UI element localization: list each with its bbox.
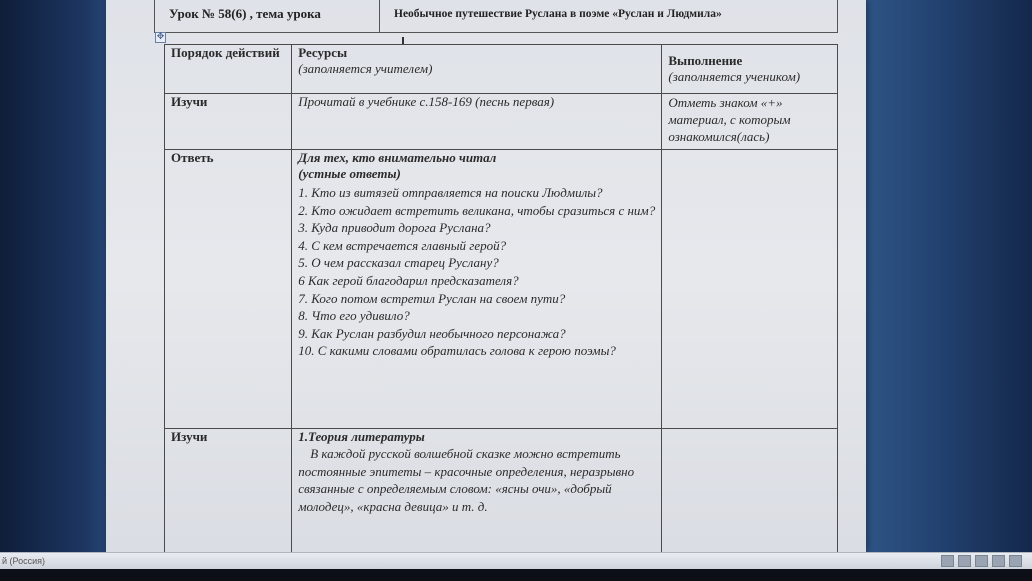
- questions-subtitle: (устные ответы): [298, 166, 401, 181]
- list-item: 1. Кто из витязей отправляется на поиски Людмилы?: [298, 185, 603, 200]
- header-cell-execution[interactable]: [662, 45, 838, 94]
- lesson-header-table: [154, 0, 838, 33]
- step-cell[interactable]: [165, 94, 292, 150]
- list-item: 2. Кто ожидает встретить великана, чтобы сразиться с ним?: [298, 202, 656, 218]
- tray-icon[interactable]: [992, 555, 1005, 567]
- resource-cell[interactable]: [292, 429, 662, 555]
- system-tray: [941, 555, 1022, 567]
- questions-title: Для тех, кто внимательно читал: [298, 150, 497, 165]
- step-cell[interactable]: [165, 429, 292, 555]
- header-execution-note: (заполняется учеником): [668, 69, 801, 84]
- header-resources-note: (заполняется учителем): [298, 61, 433, 76]
- screen-left-background: [0, 0, 118, 552]
- list-item: 8. Что его удивило?: [298, 308, 410, 324]
- tray-icon[interactable]: [941, 555, 954, 567]
- table-row: [165, 429, 838, 555]
- execution-cell[interactable]: [662, 94, 838, 150]
- resource-text: Прочитай в учебнике с.158-169 (песнь первая): [298, 94, 555, 109]
- tray-icon[interactable]: [975, 555, 988, 567]
- list-item: 10. С какими словами обратилась голова к герою поэмы?: [298, 343, 616, 359]
- step-label: Изучи: [171, 94, 208, 109]
- lesson-plan-table[interactable]: [164, 44, 838, 555]
- resource-cell[interactable]: [292, 94, 662, 150]
- step-label: Изучи: [171, 429, 208, 444]
- execution-text: Отметь знаком «+» материал, с которым ознакомился(лась): [668, 95, 791, 144]
- language-indicator[interactable]: й (Россия): [2, 556, 46, 566]
- list-item: 6 Как герой благодарил предсказателя?: [298, 272, 519, 288]
- monitor-bezel-bottom: [0, 569, 1032, 581]
- table-move-handle-icon[interactable]: ✥: [156, 32, 165, 42]
- theory-title: 1.Теория литературы: [298, 429, 425, 444]
- table-row: [165, 94, 838, 150]
- lesson-number-label: Урок № 58(6) , тема урока: [155, 0, 380, 32]
- resource-cell[interactable]: [292, 150, 662, 429]
- text-cursor: [402, 37, 404, 44]
- list-item: 5. О чем рассказал старец Руслану?: [298, 255, 499, 271]
- list-item: 7. Кого потом встретил Руслан на своем пути?: [298, 290, 566, 306]
- status-bar: [0, 552, 1032, 569]
- theory-text: В каждой русской волшебной сказке можно встретить постоянные эпитеты – красочные определения, неразрывно связанные с определяемым словом: «ясны очи», «добрый молодец», «красна девица» и т. д.: [298, 446, 635, 514]
- step-label: Ответь: [171, 150, 214, 165]
- list-item: 3. Куда приводит дорога Руслана?: [298, 220, 491, 236]
- lesson-topic: Необычное путешествие Руслана в поэме «Руслан и Людмила»: [394, 8, 722, 20]
- execution-cell[interactable]: [662, 429, 838, 555]
- tray-icon[interactable]: [958, 555, 971, 567]
- question-list: [298, 184, 655, 360]
- header-cell-order[interactable]: [165, 45, 292, 94]
- header-execution-title: Выполнение: [668, 53, 743, 68]
- table-row: [165, 150, 838, 429]
- header-cell-resources[interactable]: [292, 45, 662, 94]
- table-header-row: [165, 45, 838, 94]
- execution-cell[interactable]: [662, 150, 838, 429]
- list-item: 9. Как Руслан разбудил необычного персонажа?: [298, 325, 566, 341]
- screen-right-background: [862, 0, 1032, 552]
- step-cell[interactable]: [165, 150, 292, 429]
- header-order-label: Порядок действий: [171, 45, 280, 60]
- header-resources-title: Ресурсы: [298, 45, 348, 60]
- list-item: 4. С кем встречается главный герой?: [298, 237, 507, 253]
- tray-icon[interactable]: [1009, 555, 1022, 567]
